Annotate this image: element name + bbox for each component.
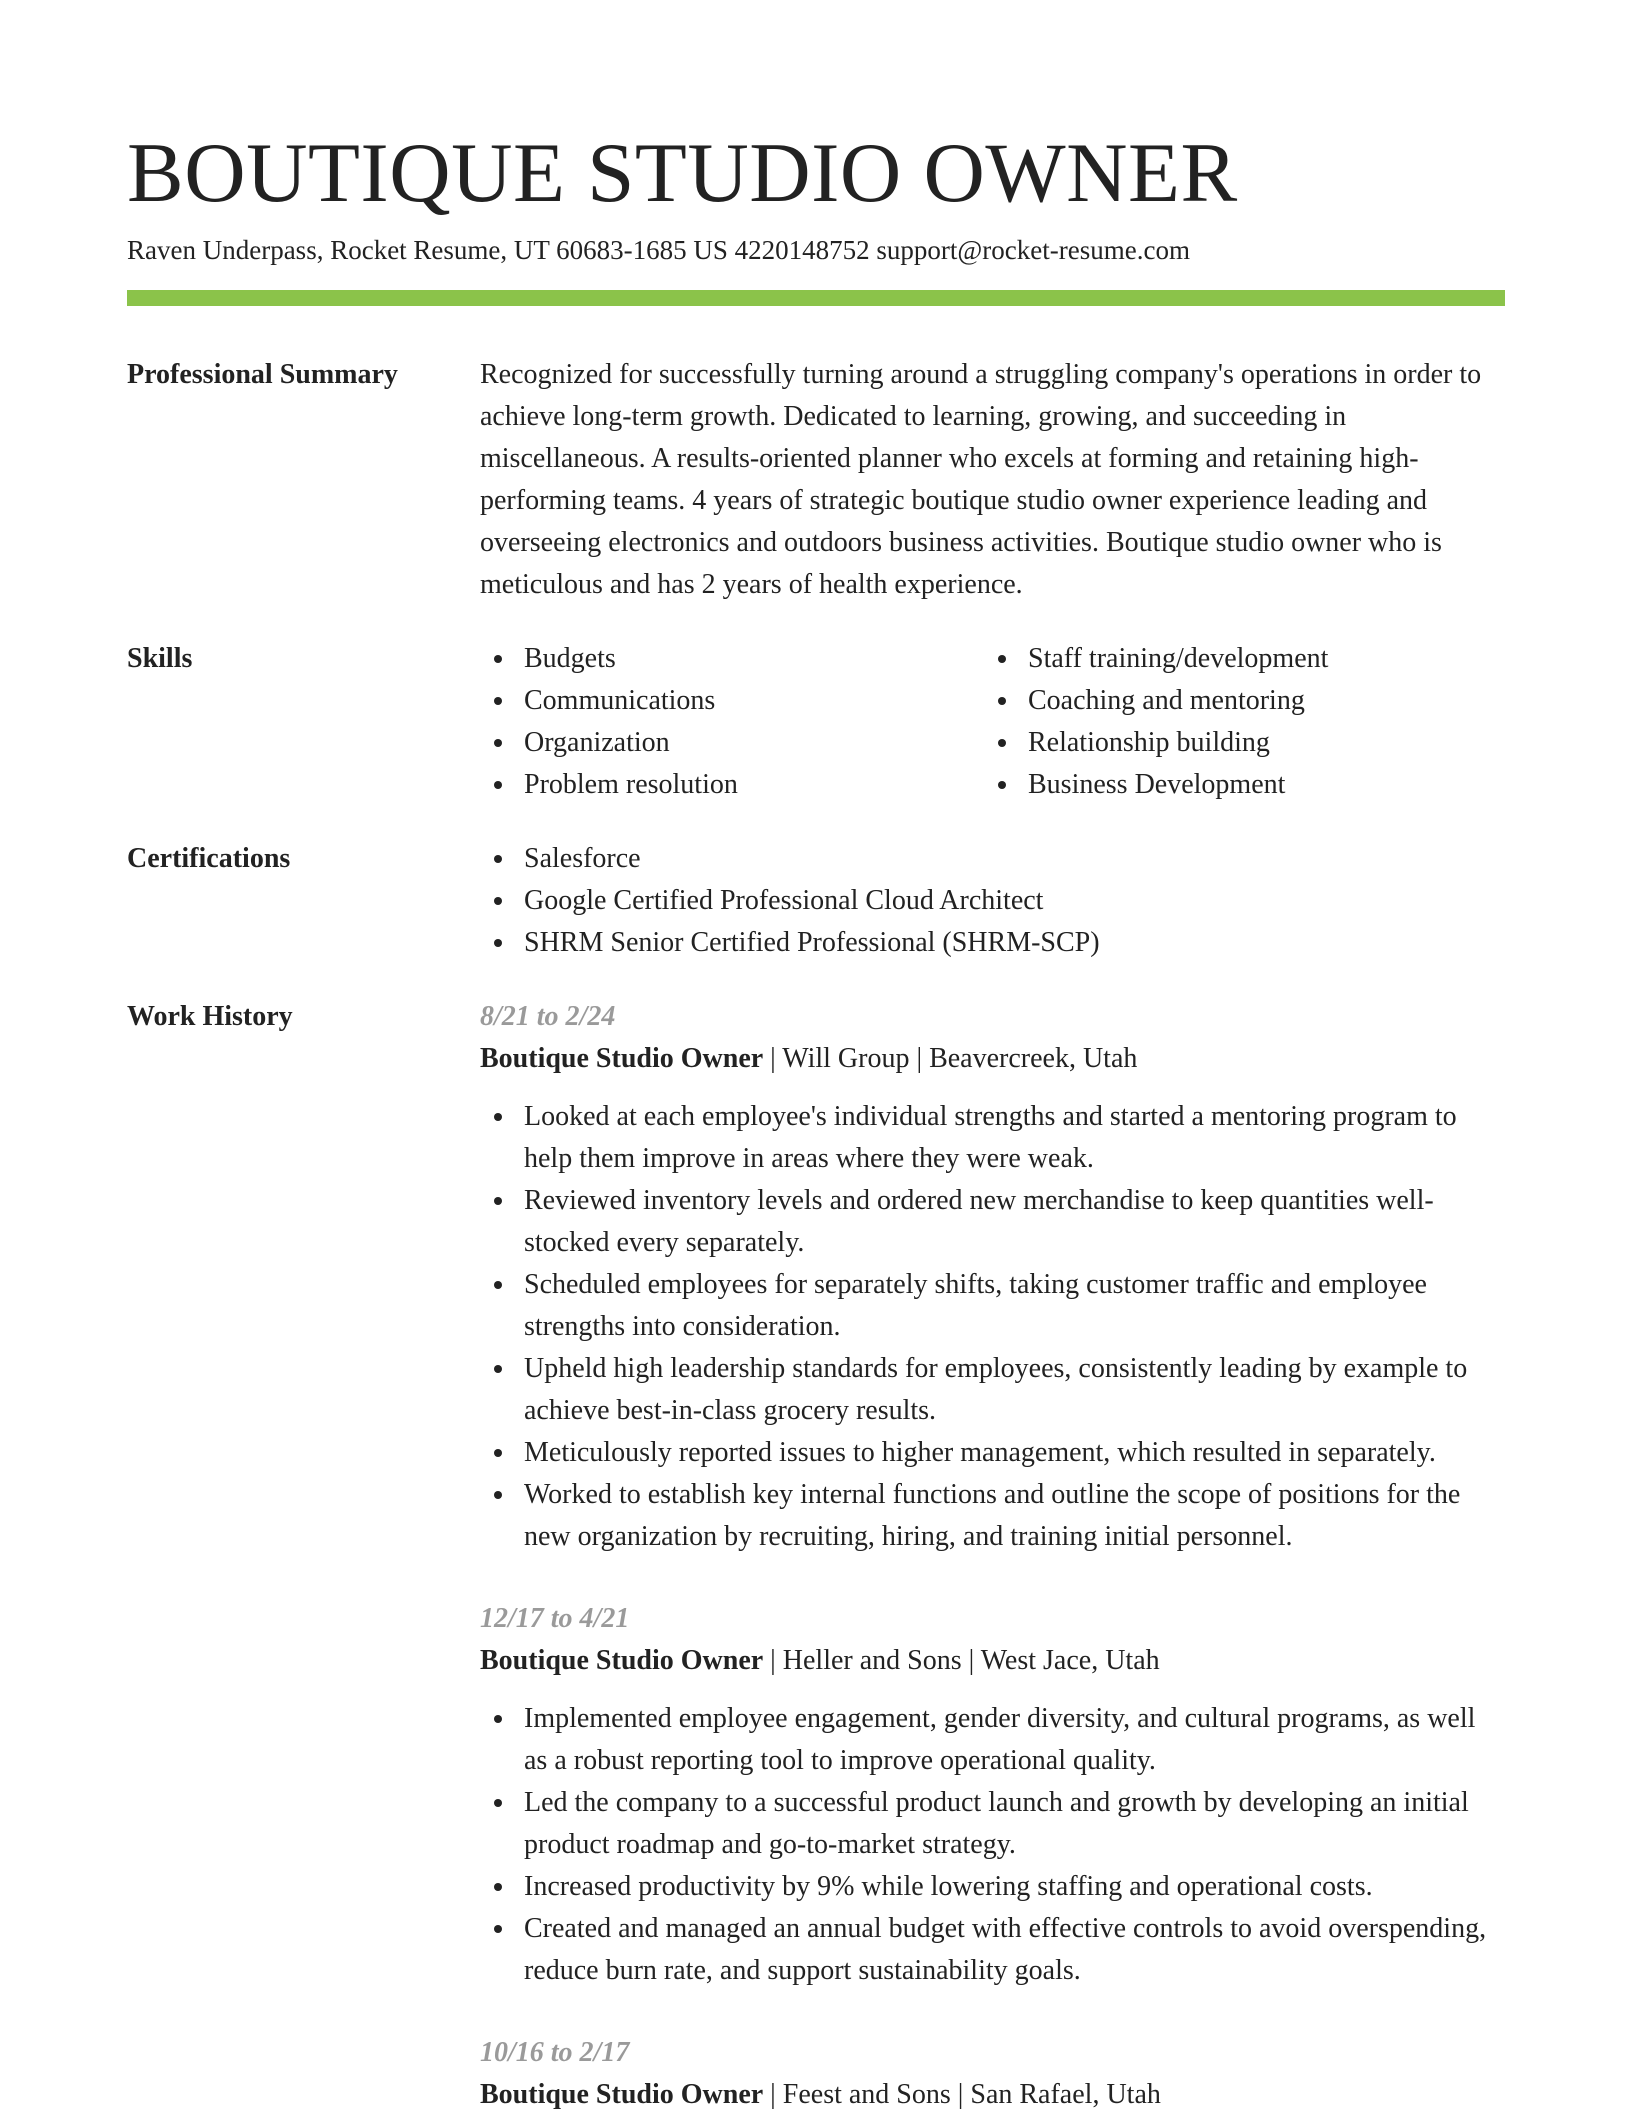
skill-item: Organization <box>480 722 984 764</box>
contact-line: Raven Underpass, Rocket Resume, UT 60683-1685 US 4220148752 support@rocket-resume.com <box>127 235 1190 265</box>
certification-item: Google Certified Professional Cloud Architect <box>480 880 1505 922</box>
job-heading <box>480 2074 1505 2112</box>
job-bullet: Led the company to a successful product launch and growth by developing an initial product roadmap and go-to-market strategy. <box>480 1782 1505 1866</box>
section-label-work-history: Work History <box>127 1001 293 1032</box>
skills-section <box>127 638 1505 806</box>
job-bullet: Worked to establish key internal functions and outline the scope of positions for the new organization by recruiting, hiring, and training initial personnel. <box>480 1474 1505 1558</box>
summary-section <box>127 354 1505 606</box>
skills-list-left <box>480 638 984 806</box>
job-heading <box>480 1038 1505 1080</box>
job-details: | Heller and Sons | West Jace, Utah <box>763 1645 1160 1676</box>
certifications-body <box>480 838 1505 964</box>
resume-page <box>127 118 1505 2112</box>
section-label-certifications: Certifications <box>127 843 291 874</box>
skills-list-right <box>984 638 1488 806</box>
resume-title: BOUTIQUE STUDIO OWNER <box>127 126 1238 220</box>
job-bullet: Scheduled employees for separately shifts, taking customer traffic and employee strengths into consideration. <box>480 1264 1505 1348</box>
job-bullet: Created and managed an annual budget with effective controls to avoid overspending, reduce burn rate, and support sustainability goals. <box>480 1908 1505 1992</box>
job-title: Boutique Studio Owner <box>480 1043 764 1074</box>
work-history-section <box>127 996 1505 2112</box>
job-bullet: Reviewed inventory levels and ordered new merchandise to keep quantities well-stocked every separately. <box>480 1180 1505 1264</box>
job-entry <box>480 2032 1505 2112</box>
certifications-list <box>480 838 1505 964</box>
skill-item: Relationship building <box>984 722 1488 764</box>
job-bullet: Increased productivity by 9% while lowering staffing and operational costs. <box>480 1866 1505 1908</box>
job-bullets <box>480 1096 1505 1558</box>
job-dates: 12/17 to 4/21 <box>480 1603 630 1634</box>
job-bullet: Meticulously reported issues to higher management, which resulted in separately. <box>480 1432 1505 1474</box>
certifications-section <box>127 838 1505 964</box>
job-entry <box>480 1598 1505 1992</box>
skill-item: Staff training/development <box>984 638 1488 680</box>
skill-item: Problem resolution <box>480 764 984 806</box>
skill-item: Business Development <box>984 764 1488 806</box>
job-details: | Feest and Sons | San Rafael, Utah <box>763 2079 1161 2110</box>
skills-grid <box>480 638 1505 806</box>
accent-divider <box>127 290 1505 306</box>
skill-item: Coaching and mentoring <box>984 680 1488 722</box>
job-title: Boutique Studio Owner <box>480 2079 764 2110</box>
section-label-summary: Professional Summary <box>127 359 398 390</box>
job-heading <box>480 1640 1505 1682</box>
certification-item: SHRM Senior Certified Professional (SHRM-SCP) <box>480 922 1505 964</box>
skill-item: Communications <box>480 680 984 722</box>
section-label-skills: Skills <box>127 643 193 674</box>
job-dates: 8/21 to 2/24 <box>480 1001 616 1032</box>
job-bullet: Looked at each employee's individual strengths and started a mentoring program to help them improve in areas where they were weak. <box>480 1096 1505 1180</box>
skill-item: Budgets <box>480 638 984 680</box>
job-bullets <box>480 1698 1505 1992</box>
job-dates: 10/16 to 2/17 <box>480 2037 630 2068</box>
job-bullet: Implemented employee engagement, gender diversity, and cultural programs, as well as a robust reporting tool to improve operational quality. <box>480 1698 1505 1782</box>
job-details: | Will Group | Beavercreek, Utah <box>763 1043 1138 1074</box>
job-title: Boutique Studio Owner <box>480 1645 764 1676</box>
job-entry <box>480 996 1505 1558</box>
certification-item: Salesforce <box>480 838 1505 880</box>
job-bullet: Upheld high leadership standards for employees, consistently leading by example to achieve best-in-class grocery results. <box>480 1348 1505 1432</box>
work-history-body <box>480 996 1505 2112</box>
summary-text: Recognized for successfully turning around a struggling company's operations in order to achieve long-term growth. Dedicated to learning, growing, and succeeding in miscellaneous. A results-oriented planner who excels at forming and retaining high-performing teams. 4 years of strategic boutique studio owner experience leading and overseeing electronics and outdoors business activities. Boutique studio owner who is meticulous and has 2 years of health experience. <box>480 359 1482 600</box>
